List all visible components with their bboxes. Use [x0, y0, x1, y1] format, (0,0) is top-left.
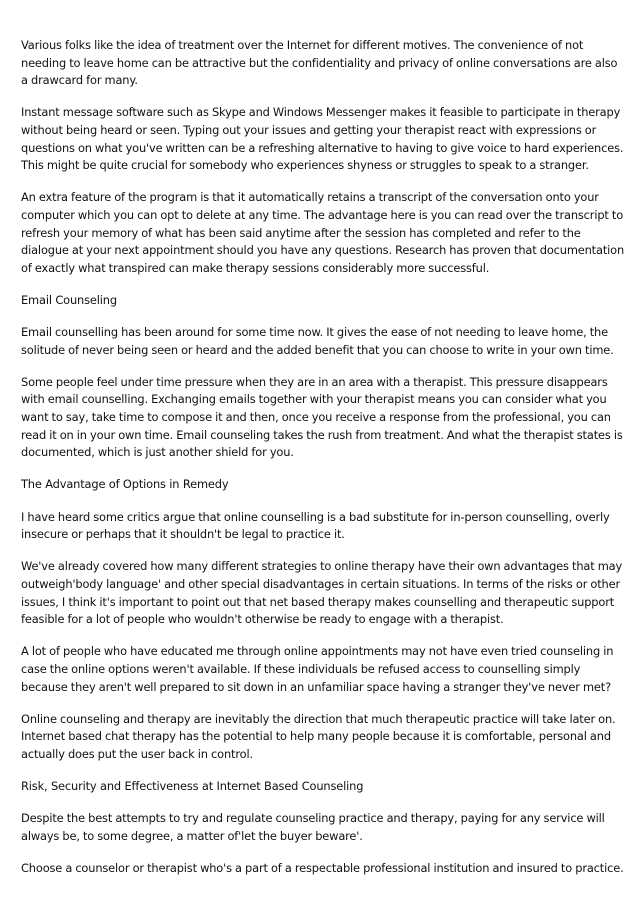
- paragraph-intro: Various folks like the idea of treatment over the Internet for different motives. The convenience of not needing to leave home can be attractive but the confidentiality and privacy of online conversations are also a drawcard for many.: [21, 38, 618, 88]
- section-heading-email-counseling: Email Counseling: [21, 292, 117, 307]
- section-heading-advantage-options: The Advantage of Options in Remedy: [21, 477, 229, 492]
- paragraph-instant-message: Instant message software such as Skype and Windows Messenger makes it feasible to participate in therapy without being heard or seen. Typing out your issues and getting your therapist react with expressions or questions on what you've written can be a refreshing alternative to having to give voice to hard experiences. This might be quite crucial for somebody who experiences shyness or struggles to speak to a stranger.: [21, 105, 624, 173]
- document-page: [21, 37, 625, 892]
- section-heading-risk-security: Risk, Security and Effectiveness at Internet Based Counseling: [21, 779, 364, 794]
- paragraph-regulation: Despite the best attempts to try and regulate counseling practice and therapy, paying for any service will always be, to some degree, a matter of'let the buyer beware'.: [21, 811, 605, 843]
- paragraph-future: Online counseling and therapy are inevitably the direction that much therapeutic practice will take later on. Internet based chat therapy has the potential to help many people because it is comfortable, personal and actually does put the user back in control.: [21, 711, 616, 761]
- paragraph-email-counselling: Email counselling has been around for some time now. It gives the ease of not needing to leave home, the solitude of never being seen or heard and the added benefit that you can choose to write in your own time.: [21, 325, 614, 357]
- paragraph-choose-counselor: Choose a counselor or therapist who's a part of a respectable professional institution and insured to practice.: [21, 861, 624, 876]
- paragraph-transcript: An extra feature of the program is that it automatically retains a transcript of the conversation onto your computer which you can opt to delete at any time. The advantage here is you can read over the transcript to refresh your memory of what has been said anytime after the session has completed and refer to the dialogue at your next appointment should you have any questions. Research has proven that documentation of exactly what transpired can make therapy sessions considerably more successful.: [21, 190, 625, 275]
- paragraph-critics: I have heard some critics argue that online counselling is a bad substitute for in-person counselling, overly insecure or perhaps that it shouldn't be legal to practice it.: [21, 509, 610, 542]
- paragraph-time-pressure: Some people feel under time pressure when they are in an area with a therapist. This pressure disappears with email counselling. Exchanging emails together with your therapist means you can consider what you want to say, take time to compose it and then, once you receive a response from the professional, you can read it on in your own time. Email counseling takes the rush from treatment. And what the therapist states is documented, which is just another shield for you.: [21, 374, 623, 460]
- paragraph-strategies: We've already covered how many different strategies to online therapy have their own advantages that may outweigh'body language' and other special disadvantages in certain situations. In terms of the risks or other issues, I think it's important to point out that net based therapy makes counselling and therapeutic support feasible for a lot of people who wouldn't otherwise be ready to engage with a therapist.: [21, 559, 623, 627]
- paragraph-appointments: A lot of people who have educated me through online appointments may not have even tried counseling in case the online options weren't available. If these individuals be refused access to counselling simply because they aren't well prepared to sit down in an unfamiliar space having a stranger they've never met?: [21, 644, 614, 694]
